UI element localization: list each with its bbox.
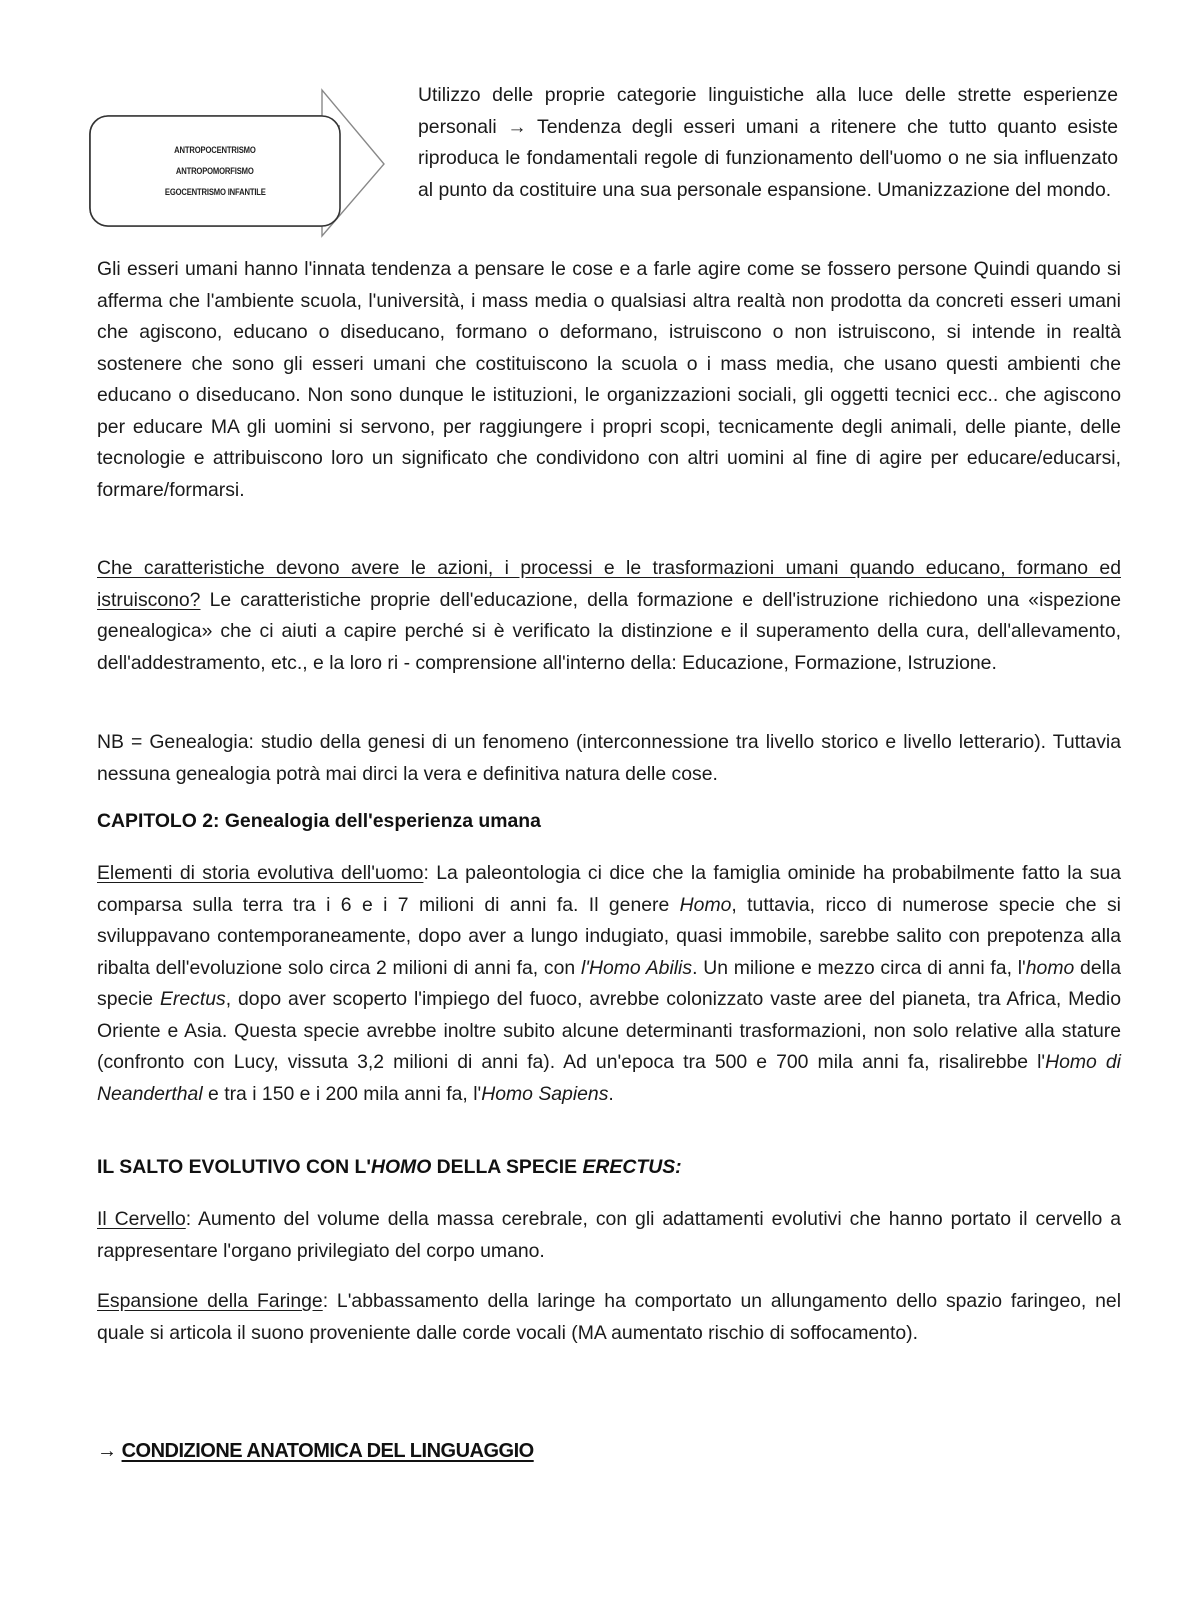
evolution-text-6: e tra i 150 e i 200 mila anni fa, l' bbox=[202, 1082, 482, 1105]
term-homo: Homo bbox=[679, 893, 732, 916]
evolution-colon: : bbox=[423, 862, 429, 884]
section-heading-erectus: ERECTUS: bbox=[582, 1156, 682, 1178]
term-homo-2: homo bbox=[1025, 956, 1075, 979]
paragraph-humanization: Gli esseri umani hanno l'innata tendenza a pensare le cose e a farle agire come se fossero persone Quindi quando si afferma che l'ambiente scuola, l'università, i mass media o qualsiasi altra realtà non prodotta da concreti esseri umani che agiscono, educano o diseducano, formano o deformano, istruiscono o non istruiscono, si intende in realtà sostenere che sono gli esseri umani che costituiscono la scuola o i mass media, che usano questi ambienti che educano o diseducano. Non sono dunque le istituzioni, le organizzazioni sociali, gli oggetti tecnici ecc.. che agiscono per educare MA gli uomini si servono, per raggiungere i propri scopi, tecnicamente degli animali, delle piante, delle tecnologie e attribuiscono loro un significato che condividono con altri uomini al fine di agire per educare/educarsi, formare/formarsi. bbox=[97, 258, 1121, 501]
question-underlined: Che caratteristiche devono avere le azioni, i processi e le trasformazioni umani quando educano, formano ed istruiscono? bbox=[97, 557, 1121, 611]
term-homo-abilis: l'Homo Abilis bbox=[580, 956, 693, 979]
chapter-heading: CAPITOLO 2: Genealogia dell'esperienza umana bbox=[97, 810, 541, 832]
term-erectus: Erectus bbox=[159, 988, 226, 1010]
intro-paragraph bbox=[418, 80, 1118, 206]
paragraph-genealogical-inspection bbox=[97, 553, 1121, 679]
evolution-text-7: . bbox=[608, 1082, 614, 1105]
evolution-text-2: , tuttavia, ricco di numerose specie che si sviluppavano contemporaneamente, dopo aver a lungo indugiato, quasi immobile, sarebbe salito con prepotenza alla ribalta dell'evoluzione solo circa 2 milioni di anni fa, con bbox=[97, 893, 1121, 979]
right-arrow-icon: → bbox=[507, 115, 527, 138]
section-heading-homo: HOMO bbox=[370, 1156, 432, 1178]
section-heading bbox=[97, 1156, 682, 1179]
paragraph-2-text: Le caratteristiche proprie dell'educazione, della formazione e dell'istruzione richiedono una «ispezione genealogica» che ci aiuti a capire perché si è verificato la distinzione e il superamento della cura, dell'allevamento, dell'addestramento, etc., e la loro ri - comprensione all'interno della: Educazione, Formazione, Istruzione. bbox=[97, 588, 1121, 674]
term-neanderthal: Homo di Neanderthal bbox=[97, 1051, 1121, 1105]
section-heading-pre: IL SALTO EVOLUTIVO CON L' bbox=[97, 1156, 371, 1178]
evolution-label: Elementi di storia evolutiva dell'uomo bbox=[97, 862, 424, 884]
note-genealogy: NB = Genealogia: studio della genesi di un fenomeno (interconnessione tra livello storico e livello letterario). Tuttavia nessuna genealogia potrà mai dirci la vera e definitiva natura delle cose. bbox=[97, 731, 1121, 785]
brain-text: : Aumento del volume della massa cerebrale, con gli adattamenti evolutivi che hanno portato il cervello a rappresentare l'organo privilegiato del corpo umano. bbox=[97, 1208, 1121, 1262]
intro-text-end: Tendenza degli esseri umani a ritenere che tutto quanto esiste riproduca le fondamentali regole di funzionamento dell'uomo o ne sia influenzato al punto da costituire una sua personale espansione. Umanizzazione del mondo. bbox=[418, 115, 1118, 201]
evolution-text-4: della specie bbox=[97, 956, 1122, 1010]
concept-box bbox=[90, 116, 340, 226]
intro-text-start: Utilizzo delle proprie categorie linguistiche alla luce delle strette esperienze personali bbox=[418, 84, 1118, 138]
section-heading-mid: DELLA SPECIE bbox=[431, 1156, 583, 1178]
term-sapiens: Homo Sapiens bbox=[481, 1082, 609, 1105]
evolution-text-1: La paleontologia ci dice che la famiglia ominide ha probabilmente fatto la sua comparsa sulla terra tra i 6 e i 7 milioni di anni fa. Il genere bbox=[97, 862, 1122, 916]
concept-diagram bbox=[84, 86, 400, 242]
pharynx-label: Espansione della Faringe bbox=[97, 1290, 323, 1312]
paragraph-evolution bbox=[97, 858, 1121, 1110]
conclusion-text: CONDIZIONE ANATOMICA DEL LINGUAGGIO bbox=[121, 1440, 534, 1462]
concept-line-3: EGOCENTRISMO INFANTILE bbox=[164, 186, 266, 197]
conclusion-line bbox=[97, 1440, 534, 1463]
brain-label: Il Cervello bbox=[97, 1208, 186, 1230]
conclusion-arrow-icon: → bbox=[97, 1440, 117, 1462]
paragraph-pharynx bbox=[97, 1286, 1121, 1349]
pharynx-text: : L'abbassamento della laringe ha comportato un allungamento dello spazio faringeo, nel quale si articola il suono proveniente dalle corde vocali (MA aumentato rischio di soffocamento). bbox=[97, 1290, 1121, 1344]
evolution-text-5: , dopo aver scoperto l'impiego del fuoco, avrebbe colonizzato vaste aree del pianeta, tra Africa, Medio Oriente e Asia. Questa specie avrebbe inoltre subito alcune determinanti trasformazioni, non solo relative alla stature (confronto con Lucy, vissuta 3,2 milioni di anni fa). Ad un'epoca tra 500 e 700 mila anni fa, risalirebbe l' bbox=[97, 988, 1121, 1073]
evolution-text-3: . Un milione e mezzo circa di anni fa, l' bbox=[692, 956, 1026, 979]
concept-line-2: ANTROPOMORFISMO bbox=[176, 165, 254, 176]
concept-line-1: ANTROPOCENTRISMO bbox=[174, 144, 256, 155]
paragraph-brain bbox=[97, 1204, 1121, 1267]
